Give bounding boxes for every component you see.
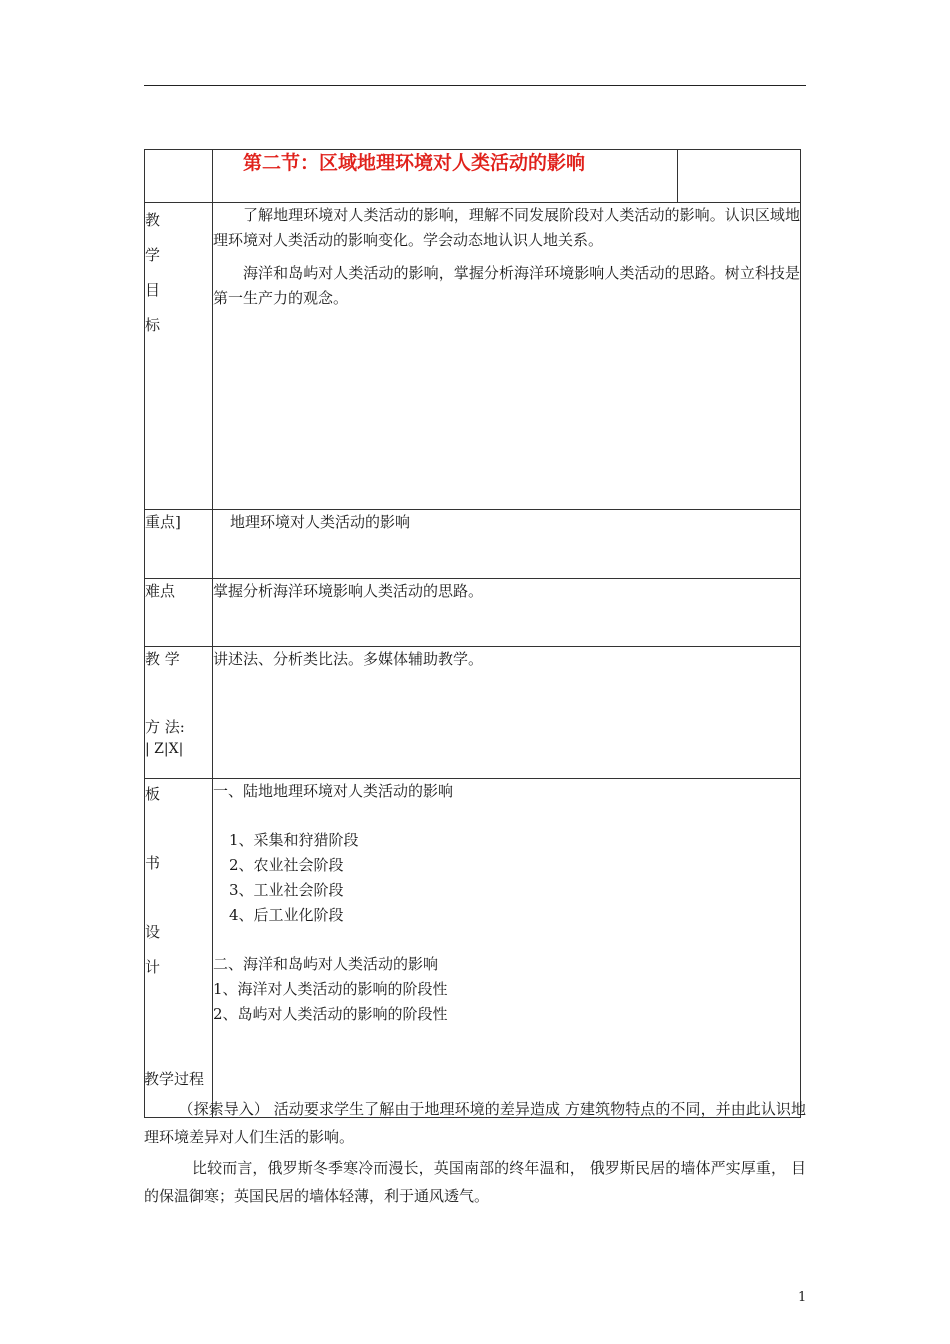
difficulty-row bbox=[145, 579, 801, 647]
goal-paragraph: 海洋和岛屿对人类活动的影响，掌握分析海洋环境影响人类活动的思路。树立科技是第一生产力的观念。 bbox=[213, 264, 800, 307]
difficulty-content: 掌握分析海洋环境影响人类活动的思路。 bbox=[213, 579, 801, 647]
process-heading: 教学过程 bbox=[144, 1070, 205, 1088]
method-content: 讲述法、分析类比法。多媒体辅助教学。 bbox=[213, 647, 801, 779]
key-content: 地理环境对人类活动的影响 bbox=[213, 510, 801, 579]
board-label-char: 计 bbox=[145, 958, 161, 976]
page-number: 1 bbox=[798, 1290, 807, 1305]
intro-paragraph: （探索导入） 活动要求学生了解由于地理环境的差异造成 方建筑物特点的不同，并由此认识地理环境差异对人们生活的影响。 bbox=[144, 1100, 806, 1146]
page-title: 第二节：区域地理环境对人类活动的影响 bbox=[243, 152, 586, 174]
title-left-cell bbox=[145, 150, 213, 203]
goal-paragraph: 了解地理环境对人类活动的影响，理解不同发展阶段对人类活动的影响。认识区域地理环境对人类活动的影响变化。学会动态地认识人地关系。 bbox=[213, 206, 800, 249]
title-right-cell bbox=[678, 150, 801, 203]
method-label-line: 方 法: bbox=[145, 718, 185, 736]
title-row bbox=[145, 150, 801, 203]
board-label-char: 书 bbox=[145, 854, 161, 872]
method-row bbox=[145, 647, 801, 779]
method-label-line: 教 学 bbox=[145, 650, 180, 668]
board-item: 3、工业社会阶段 bbox=[229, 881, 344, 899]
header-rule bbox=[144, 85, 806, 86]
goal-content bbox=[213, 203, 801, 510]
goal-row bbox=[145, 203, 801, 510]
difficulty-label: 难点 bbox=[145, 579, 213, 647]
key-label: 重点] bbox=[145, 510, 213, 579]
process-section bbox=[144, 1065, 806, 1210]
board-item: 1、采集和狩猎阶段 bbox=[229, 831, 359, 849]
board-heading: 二、海洋和岛屿对人类活动的影响 bbox=[213, 955, 439, 973]
key-row bbox=[145, 510, 801, 579]
method-label bbox=[145, 647, 213, 779]
method-label-mark: | Z|X| bbox=[145, 741, 184, 757]
board-label-char: 设 bbox=[145, 923, 161, 941]
board-label-char: 板 bbox=[145, 785, 161, 803]
goal-label bbox=[145, 203, 213, 510]
board-spacer bbox=[213, 804, 800, 828]
board-item: 2、农业社会阶段 bbox=[229, 856, 344, 874]
goal-label-char: 教 bbox=[145, 211, 161, 229]
goal-label-char: 标 bbox=[145, 316, 161, 334]
board-item: 4、后工业化阶段 bbox=[229, 906, 344, 924]
goal-label-char: 学 bbox=[145, 246, 161, 264]
board-item: 2、岛屿对人类活动的影响的阶段性 bbox=[213, 1005, 448, 1023]
board-spacer bbox=[213, 928, 800, 952]
lesson-plan-table bbox=[144, 149, 801, 1118]
comparison-paragraph: 比较而言，俄罗斯冬季寒冷而漫长，英国南部的终年温和， 俄罗斯民居的墙体严实厚重， 目的保温御寒；英国民居的墙体轻薄，利于通风透气。 bbox=[144, 1159, 806, 1205]
goal-label-char: 目 bbox=[145, 281, 161, 299]
board-heading: 一、陆地地理环境对人类活动的影响 bbox=[213, 782, 454, 800]
board-item: 1、海洋对人类活动的影响的阶段性 bbox=[213, 980, 448, 998]
title-cell bbox=[213, 150, 678, 203]
